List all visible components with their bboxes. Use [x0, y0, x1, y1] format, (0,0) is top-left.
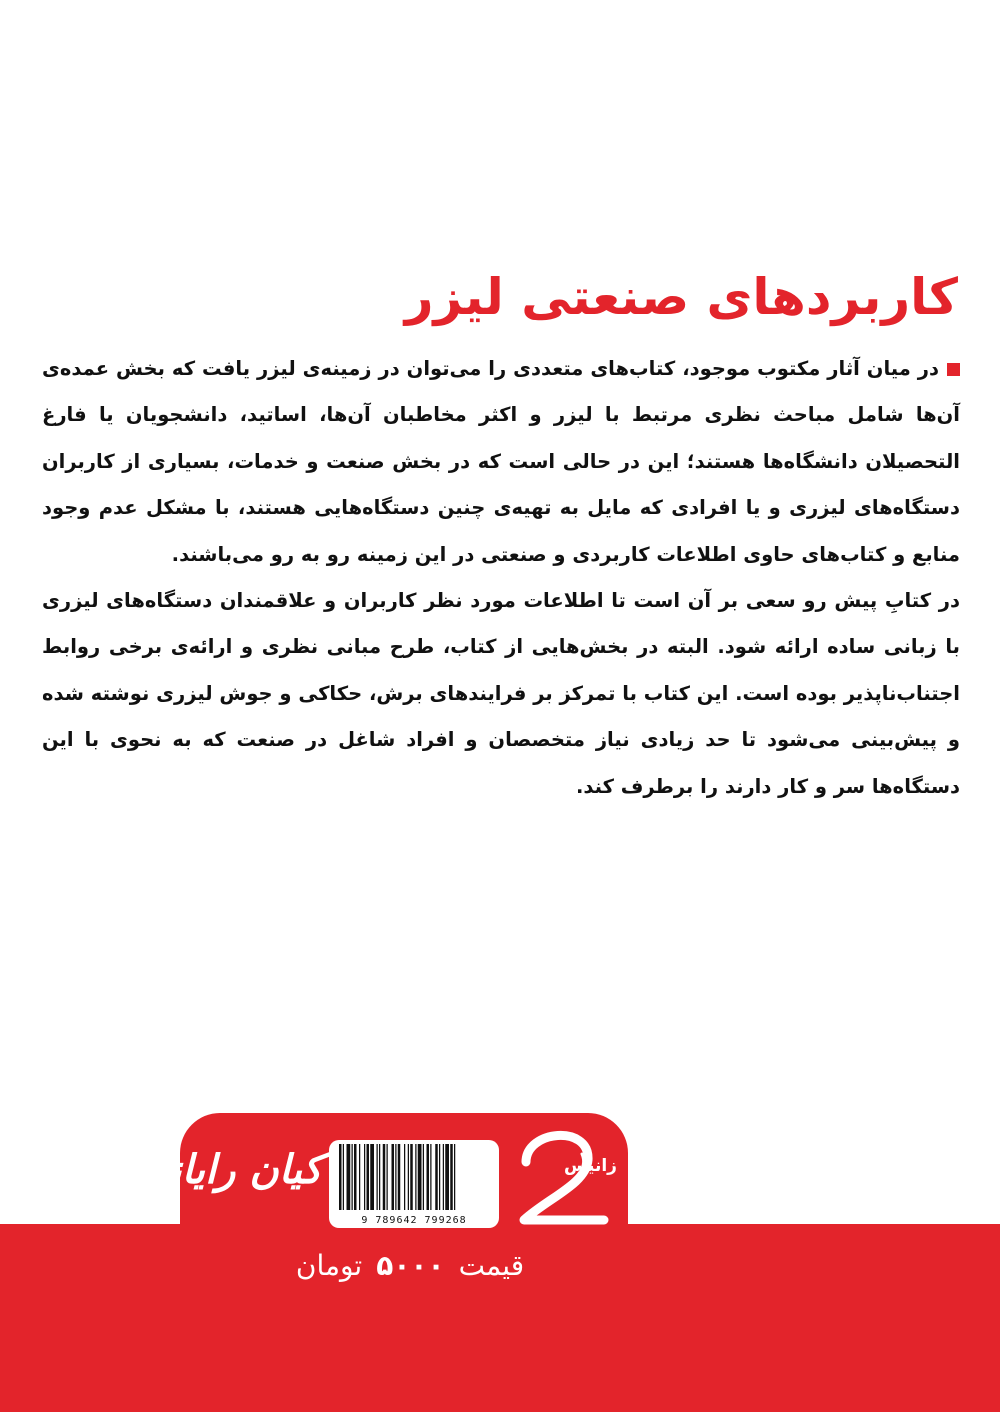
barcode-bars-icon [339, 1144, 489, 1210]
barcode-bar [430, 1144, 431, 1210]
barcode-bar [364, 1144, 365, 1210]
publisher-logo [149, 1122, 322, 1222]
barcode-bar [359, 1144, 360, 1210]
price-label: قیمت [458, 1249, 525, 1282]
barcode-bar [435, 1144, 438, 1210]
barcode-bar [398, 1144, 401, 1210]
red-square-bullet-icon [947, 363, 960, 376]
barcode-bar [408, 1144, 409, 1210]
description-paragraph-1-text: در میان آثار مکتوب موجود، کتاب‌های متعددی را می‌توان در زمینه‌ی لیزر یافت که بخش عمده‌ی آن‌ها شامل مباحث نظری مرتبط با لیزر و اکثر مخاطبان آن‌ها، اساتید، دانشجویان یا فارغ التحصیلان دانشگاه‌ها هستند؛ این در حالی است که در بخش صنعت و خدمات، بسیاری از کاربران دستگاه‌های لیزری و یا افرادی که مایل به تهیه‌ی چنین دستگاه‌هایی هستند، با مشکل عدم وجود منابع و کتاب‌های حاوی اطلاعات کاربردی و صنعتی در این زمینه رو به رو می‌باشند. [42, 357, 960, 566]
barcode-bar [354, 1144, 357, 1210]
barcode-bar [370, 1144, 374, 1210]
barcode-bar [410, 1144, 413, 1210]
barcode-bar [392, 1144, 395, 1210]
barcode-bar [439, 1144, 440, 1210]
barcode-bar [418, 1144, 422, 1210]
barcode-bar [423, 1144, 424, 1210]
barcode-bar [404, 1144, 405, 1210]
barcode-bar [387, 1144, 388, 1210]
price-amount: ۵۰۰۰ [376, 1249, 445, 1282]
barcode-bar [454, 1144, 455, 1210]
book-description [42, 346, 960, 810]
isbn-barcode [329, 1140, 499, 1228]
barcode-bar [415, 1144, 416, 1210]
barcode-bar [379, 1144, 380, 1210]
barcode-bar [367, 1144, 370, 1210]
barcode-bar [339, 1144, 342, 1210]
barcode-bar [347, 1144, 351, 1210]
barcode-bar [352, 1144, 353, 1210]
barcode-bar [377, 1144, 378, 1210]
description-paragraph-2: در کتابِ پیش رو سعی بر آن است تا اطلاعات مورد نظر کاربران و علاقمندان دستگاه‌های لیزری با زبانی ساده ارائه شود. البته در بخش‌هایی از کتاب، طرح مبانی نظری و ارائه‌ی برخی روابط اجتناب‌ناپذیر بوده است. این کتاب با تمرکز بر فرایندهای برش، حکاکی و جوش لیزری نوشته شده و پیش‌بینی می‌شود تا حد زیادی نیاز متخصصان و افراد شاغل در صنعت که به نحوی با این دستگاه‌ها سر و کار دارند را برطرف کند. [42, 589, 960, 798]
price-currency: تومان [295, 1249, 363, 1282]
barcode-bar [450, 1144, 453, 1210]
barcode-bar [427, 1144, 430, 1210]
barcode-bar [445, 1144, 449, 1210]
barcode-bar [395, 1144, 396, 1210]
series-logo-text: زانیس [564, 1156, 617, 1176]
price-line [260, 1244, 560, 1288]
book-title: کاربردهای صنعتی لیزر [404, 268, 958, 326]
description-paragraph-1 [42, 346, 960, 578]
series-logo [512, 1120, 622, 1228]
barcode-bar [383, 1144, 386, 1210]
barcode-bar [343, 1144, 344, 1210]
publisher-logo-text: کیان رایانه [149, 1146, 322, 1193]
isbn-barcode-number: 9 789642 799268 [361, 1215, 467, 1226]
barcode-bar [443, 1144, 444, 1210]
